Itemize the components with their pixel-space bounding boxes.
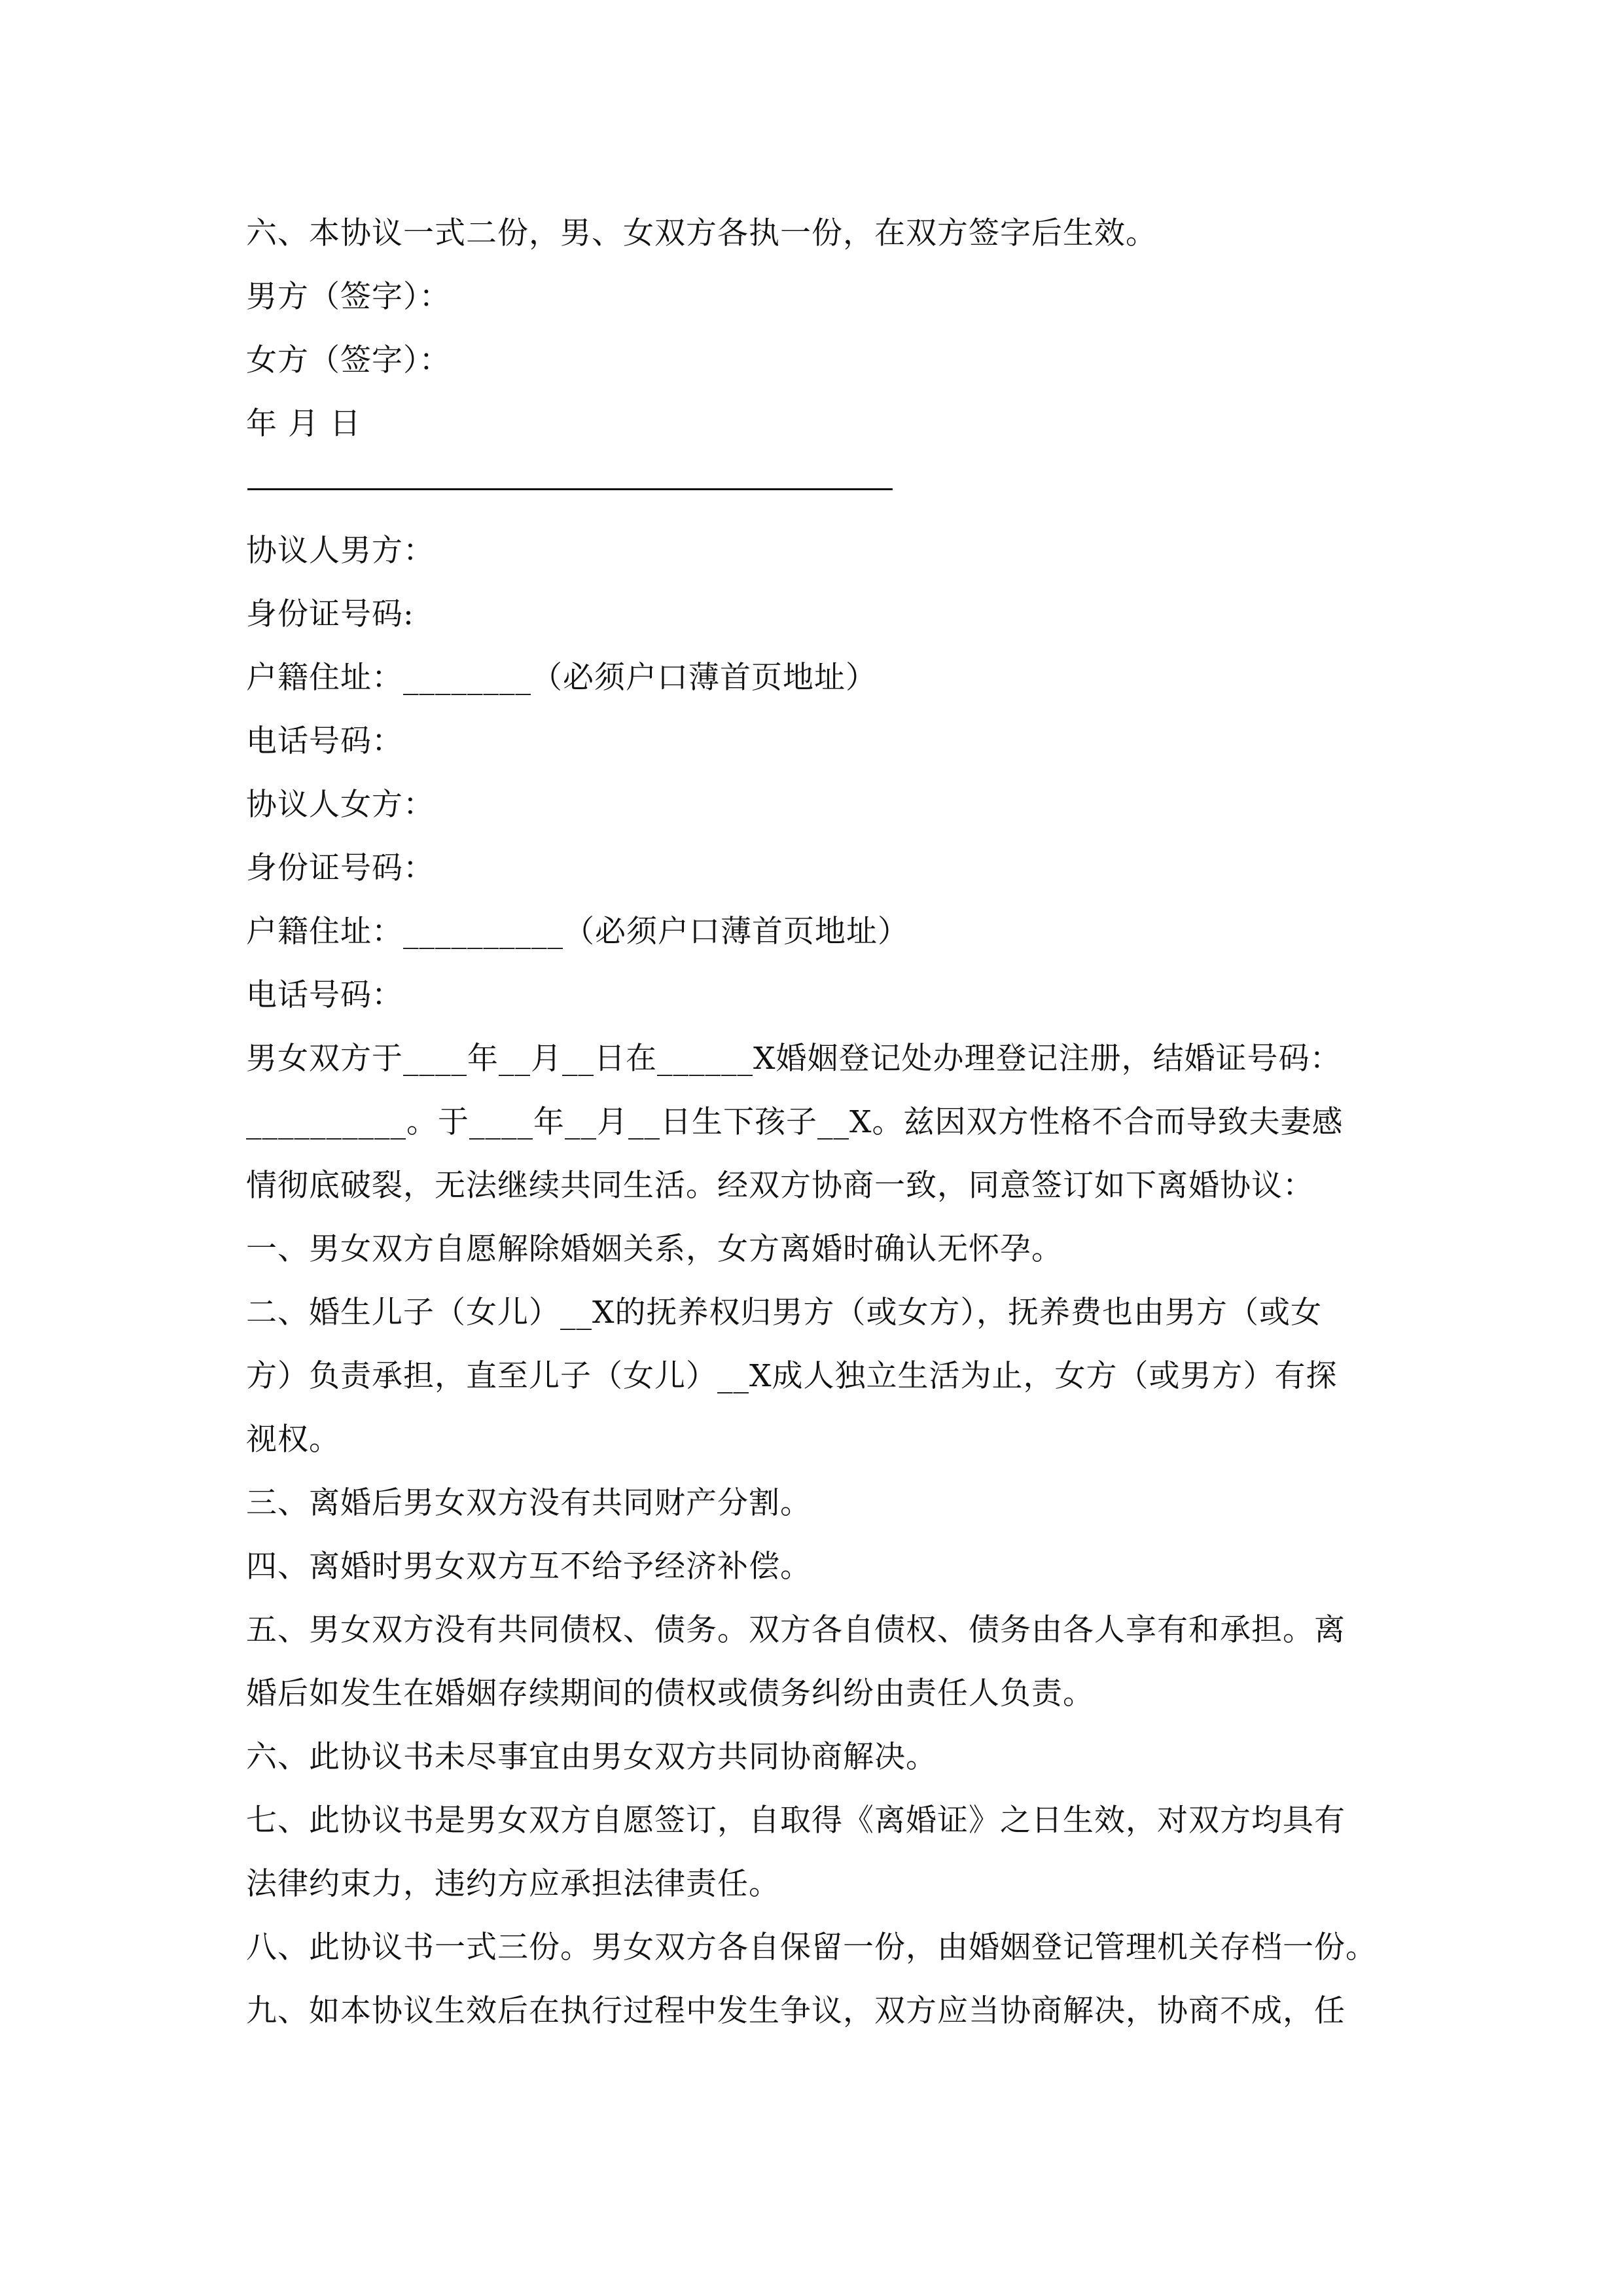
female-address: 户籍住址：__________（必须户口薄首页地址） xyxy=(246,914,909,950)
clause-seven-line-1: 七、此协议书是男女双方自愿签订，自取得《离婚证》之日生效，对双方均具有 xyxy=(246,1803,1346,1839)
male-party-label: 协议人男方： xyxy=(246,533,435,569)
male-id-number: 身份证号码: xyxy=(246,596,414,632)
female-signature-line: 女方（签字）： xyxy=(246,342,451,378)
clause-two-line-3: 视权。 xyxy=(246,1422,340,1458)
marriage-registration-line-2: __________。于____年__月__日生下孩子__X。兹因双方性格不合而导致夫妻感 xyxy=(246,1104,1344,1140)
clause-eight: 八、此协议书一式三份。男女双方各自保留一份，由婚姻登记管理机关存档一份。 xyxy=(246,1929,1377,1965)
female-id-number: 身份证号码： xyxy=(246,850,435,886)
clause-two-line-2: 方）负责承担，直至儿子（女儿）__X成人独立生活为止，女方（或男方）有探 xyxy=(246,1358,1338,1394)
clause-six-copies: 六、本协议一式二份，男、女双方各执一份，在双方签字后生效。 xyxy=(246,215,1157,251)
clause-seven-line-2: 法律约束力，违约方应承担法律责任。 xyxy=(246,1866,780,1902)
clause-nine: 九、如本协议生效后在执行过程中发生争议，双方应当协商解决，协商不成，任 xyxy=(246,1993,1346,2029)
male-phone: 电话号码： xyxy=(246,723,403,759)
date-line: 年 月 日 xyxy=(246,406,361,442)
agreement-body xyxy=(246,202,1385,2043)
marriage-registration-line-3: 情彻底破裂，无法继续共同生活。经双方协商一致，同意签订如下离婚协议： xyxy=(246,1168,1314,1204)
male-address: 户籍住址：________（必须户口薄首页地址） xyxy=(246,660,877,696)
female-party-label: 协议人女方： xyxy=(246,787,435,823)
clause-four: 四、离婚时男女双方互不给予经济补偿。 xyxy=(246,1549,812,1585)
clause-two-line-1: 二、婚生儿子（女儿）__X的抚养权归男方（或女方），抚养费也由男方（或女 xyxy=(246,1295,1322,1331)
clause-three: 三、离婚后男女双方没有共同财产分割。 xyxy=(246,1485,812,1521)
marriage-registration-line-1: 男女双方于____年__月__日在______X婚姻登记处办理登记注册，结婚证号码： xyxy=(246,1041,1342,1077)
female-phone: 电话号码： xyxy=(246,977,403,1013)
male-signature-line: 男方（签字）： xyxy=(246,279,451,315)
clause-one: 一、男女双方自愿解除婚姻关系，女方离婚时确认无怀孕。 xyxy=(246,1231,1063,1267)
clause-six: 六、此协议书未尽事宜由男女双方共同协商解决。 xyxy=(246,1739,937,1775)
clause-five-line-1: 五、男女双方没有共同债权、债务。双方各自债权、债务由各人享有和承担。离 xyxy=(246,1612,1346,1648)
section-divider: ———————————————————————— xyxy=(246,469,890,505)
clause-five-line-2: 婚后如发生在婚姻存续期间的债权或债务纠纷由责任人负责。 xyxy=(246,1676,1094,1712)
